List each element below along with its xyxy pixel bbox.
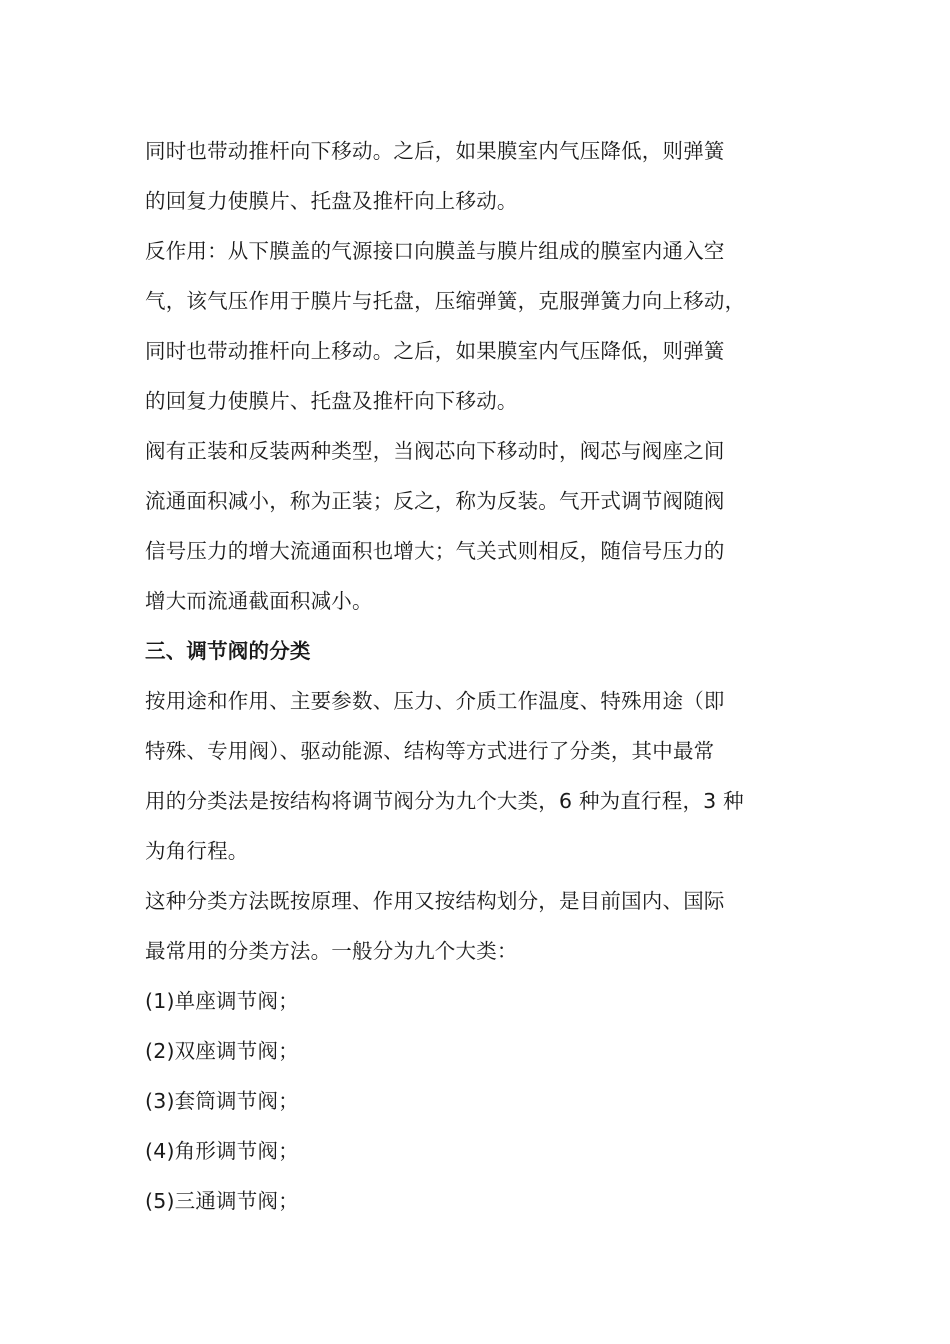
document-body: [145, 126, 825, 1226]
list-item: (1)单座调节阀；: [145, 989, 299, 1013]
text-line: 这种分类方法既按原理、作用又按结构划分，是目前国内、国际: [145, 889, 725, 913]
section-heading-text: 三、调节阀的分类: [145, 639, 311, 663]
text-line: 用的分类法是按结构将调节阀分为九个大类，6 种为直行程，3 种: [145, 789, 744, 813]
text-line: 信号压力的增大流通面积也增大；气关式则相反，随信号压力的: [145, 539, 725, 563]
list-item: (5)三通调节阀；: [145, 1189, 299, 1213]
text-line: 按用途和作用、主要参数、压力、介质工作温度、特殊用途（即: [145, 689, 725, 713]
list-item: (3)套筒调节阀；: [145, 1089, 299, 1113]
text-line: 增大而流通截面积减小。: [145, 589, 373, 613]
valve-type-list: [145, 976, 825, 1226]
text-line: 流通面积减小，称为正装；反之，称为反装。气开式调节阀随阀: [145, 489, 725, 513]
list-item: (2)双座调节阀；: [145, 1039, 299, 1063]
text-line: 阀有正装和反装两种类型，当阀芯向下移动时，阀芯与阀座之间: [145, 439, 725, 463]
text-line: 同时也带动推杆向下移动。之后，如果膜室内气压降低，则弹簧: [145, 139, 725, 163]
text-line: 气，该气压作用于膜片与托盘，压缩弹簧，克服弹簧力向上移动，: [145, 289, 746, 313]
text-line: 特殊、专用阀）、驱动能源、结构等方式进行了分类，其中最常: [145, 739, 715, 763]
paragraph-reverse-action: [145, 226, 825, 426]
paragraph-classification-methods: [145, 676, 825, 876]
text-line: 最常用的分类方法。一般分为九个大类：: [145, 939, 518, 963]
list-item: (4)角形调节阀；: [145, 1139, 299, 1163]
text-line: 反作用：从下膜盖的气源接口向膜盖与膜片组成的膜室内通入空: [145, 239, 725, 263]
text-line: 的回复力使膜片、托盘及推杆向下移动。: [145, 389, 518, 413]
text-line: 的回复力使膜片、托盘及推杆向上移动。: [145, 189, 518, 213]
text-line: 为角行程。: [145, 839, 249, 863]
section-heading: [145, 626, 825, 676]
paragraph-direct-action-continued: [145, 126, 825, 226]
text-line: 同时也带动推杆向上移动。之后，如果膜室内气压降低，则弹簧: [145, 339, 725, 363]
paragraph-valve-installation: [145, 426, 825, 626]
paragraph-classification-summary: [145, 876, 825, 976]
